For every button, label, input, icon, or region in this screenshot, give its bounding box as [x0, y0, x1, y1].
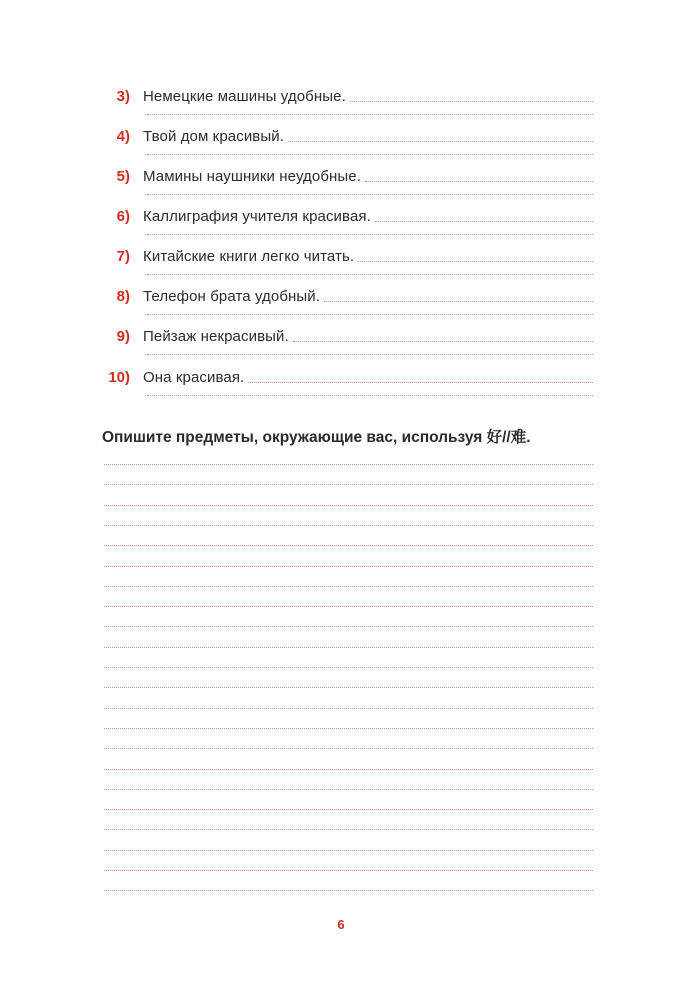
page-number: 6 [337, 917, 345, 932]
dotted-fill [365, 180, 593, 182]
writing-line[interactable] [104, 483, 593, 485]
item-number: 5) [116, 168, 130, 185]
writing-line[interactable] [104, 727, 593, 729]
dotted-fill [288, 140, 593, 142]
writing-line[interactable] [104, 544, 593, 546]
item-number: 9) [116, 328, 130, 345]
answer-line[interactable] [143, 287, 593, 307]
dotted-fill [350, 100, 593, 102]
writing-line[interactable] [104, 524, 593, 526]
writing-line[interactable] [104, 585, 593, 587]
answer-line-extra[interactable] [147, 233, 593, 235]
item-sentence: Каллиграфия учителя красивая. [143, 208, 371, 225]
answer-line[interactable] [143, 327, 593, 347]
writing-line[interactable] [104, 747, 593, 749]
dotted-fill [358, 260, 593, 262]
exercise-item-5 [0, 167, 682, 207]
exercise-item-7 [0, 247, 682, 287]
writing-line[interactable] [104, 768, 593, 770]
writing-line[interactable] [104, 565, 593, 567]
writing-line[interactable] [104, 625, 593, 627]
answer-line-extra[interactable] [147, 353, 593, 355]
answer-line-extra[interactable] [147, 273, 593, 275]
exercise-item-8 [0, 287, 682, 327]
exercise-item-9 [0, 327, 682, 367]
writing-line[interactable] [104, 686, 593, 688]
item-sentence: Китайские книги легко читать. [143, 248, 355, 265]
answer-line-extra[interactable] [147, 394, 593, 396]
writing-line[interactable] [104, 504, 593, 506]
answer-line[interactable] [143, 368, 593, 388]
exercise-item-6 [0, 207, 682, 247]
item-number: 10) [108, 369, 130, 386]
writing-line[interactable] [104, 788, 593, 790]
writing-line[interactable] [104, 889, 593, 891]
dotted-fill [324, 300, 593, 302]
answer-line-extra[interactable] [147, 193, 593, 195]
dotted-fill [248, 381, 593, 383]
item-sentence: Она красивая. [143, 369, 245, 386]
item-sentence: Мамины наушники неудобные. [143, 168, 362, 185]
writing-line[interactable] [104, 463, 593, 465]
answer-line[interactable] [143, 207, 593, 227]
instruction-heading: Опишите предметы, окружающие вас, используя 好//难. [102, 429, 531, 446]
answer-line-extra[interactable] [147, 153, 593, 155]
dotted-fill [293, 340, 593, 342]
writing-line[interactable] [104, 849, 593, 851]
answer-line[interactable] [143, 127, 593, 147]
answer-line-extra[interactable] [147, 313, 593, 315]
dotted-fill [375, 220, 593, 222]
item-number: 8) [116, 288, 130, 305]
writing-line[interactable] [104, 828, 593, 830]
item-sentence: Пейзаж некрасивый. [143, 328, 289, 345]
writing-line[interactable] [104, 605, 593, 607]
item-number: 4) [116, 128, 130, 145]
item-sentence: Твой дом красивый. [143, 128, 284, 145]
item-number: 7) [116, 248, 130, 265]
exercise-item-4 [0, 127, 682, 167]
answer-line[interactable] [143, 87, 593, 107]
writing-line[interactable] [104, 707, 593, 709]
writing-line[interactable] [104, 869, 593, 871]
writing-line[interactable] [104, 808, 593, 810]
item-number: 6) [116, 208, 130, 225]
item-sentence: Телефон брата удобный. [143, 288, 321, 305]
exercise-item-10 [0, 368, 682, 408]
exercise-item-3 [0, 87, 682, 127]
writing-line[interactable] [104, 666, 593, 668]
item-sentence: Немецкие машины удобные. [143, 88, 346, 105]
answer-line[interactable] [143, 167, 593, 187]
answer-line[interactable] [143, 247, 593, 267]
answer-line-extra[interactable] [147, 113, 593, 115]
item-number: 3) [116, 88, 130, 105]
writing-line[interactable] [104, 646, 593, 648]
